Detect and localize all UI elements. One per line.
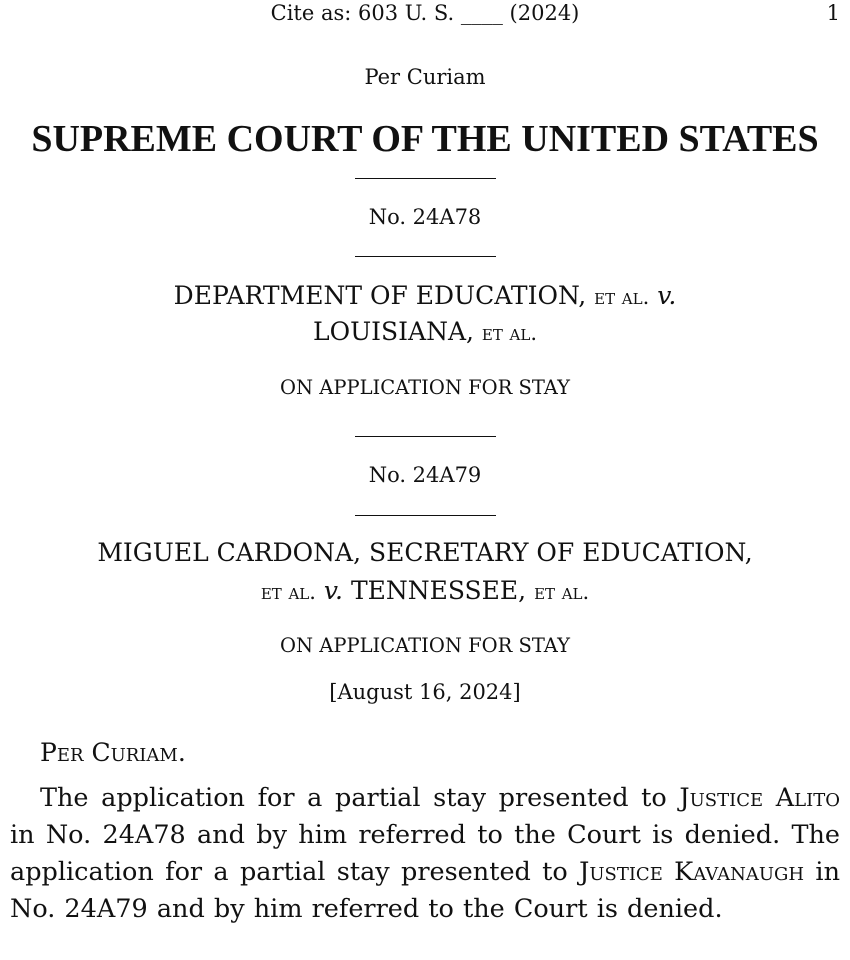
case1-party-2: LOUISIANA,: [312, 317, 474, 346]
per-curiam-heading: Per Curiam.: [40, 738, 186, 767]
case1-versus: v.: [657, 281, 677, 310]
docket-number-1: No. 24A78: [368, 205, 482, 229]
case1-et-al-1: et al.: [594, 285, 650, 309]
case2-et-al-1: et al.: [260, 580, 316, 604]
case2-versus: v.: [323, 576, 343, 605]
case2-party-1: MIGUEL CARDONA, SECRETARY OF EDUCATION,: [97, 538, 753, 567]
on-application-2: ON APPLICATION FOR STAY: [280, 634, 570, 657]
divider-rule: [355, 178, 496, 179]
case-caption-2-line-1: [0, 538, 850, 567]
divider-rule: [355, 515, 496, 516]
docket-number-2: No. 24A79: [368, 463, 482, 487]
opinion-text-3: in No. 24A79 and by him referred to the Court is denied.: [10, 857, 840, 924]
per-curiam-label: Per Curiam: [364, 65, 486, 89]
justice-name-2: Justice Kavanaugh: [579, 857, 805, 887]
opinion-text-1: The application for a partial stay presented to: [40, 783, 680, 813]
case2-et-al-2: et al.: [534, 580, 590, 604]
justice-name-1: Justice Alito: [679, 783, 840, 813]
case-caption-2-line-2: [0, 576, 850, 605]
case1-et-al-2: et al.: [481, 321, 538, 345]
case-caption-1-line-2: [0, 317, 850, 346]
case-caption-1-line-1: [0, 281, 850, 310]
case2-party-2: TENNESSEE,: [350, 576, 527, 605]
opinion-body: [10, 780, 840, 928]
citation-header: Cite as: 603 U. S. ____ (2024): [270, 1, 580, 25]
page-number: 1: [826, 1, 840, 25]
divider-rule: [355, 256, 496, 257]
decision-date: [August 16, 2024]: [329, 680, 521, 704]
opinion-text-2: in No. 24A78 and by him referred to the Court is denied. The application for a partial stay presented to: [10, 820, 840, 887]
divider-rule: [355, 436, 496, 437]
case1-party-1: DEPARTMENT OF EDUCATION,: [173, 281, 587, 310]
on-application-1: ON APPLICATION FOR STAY: [280, 376, 570, 399]
court-title: SUPREME COURT OF THE UNITED STATES: [31, 118, 819, 160]
